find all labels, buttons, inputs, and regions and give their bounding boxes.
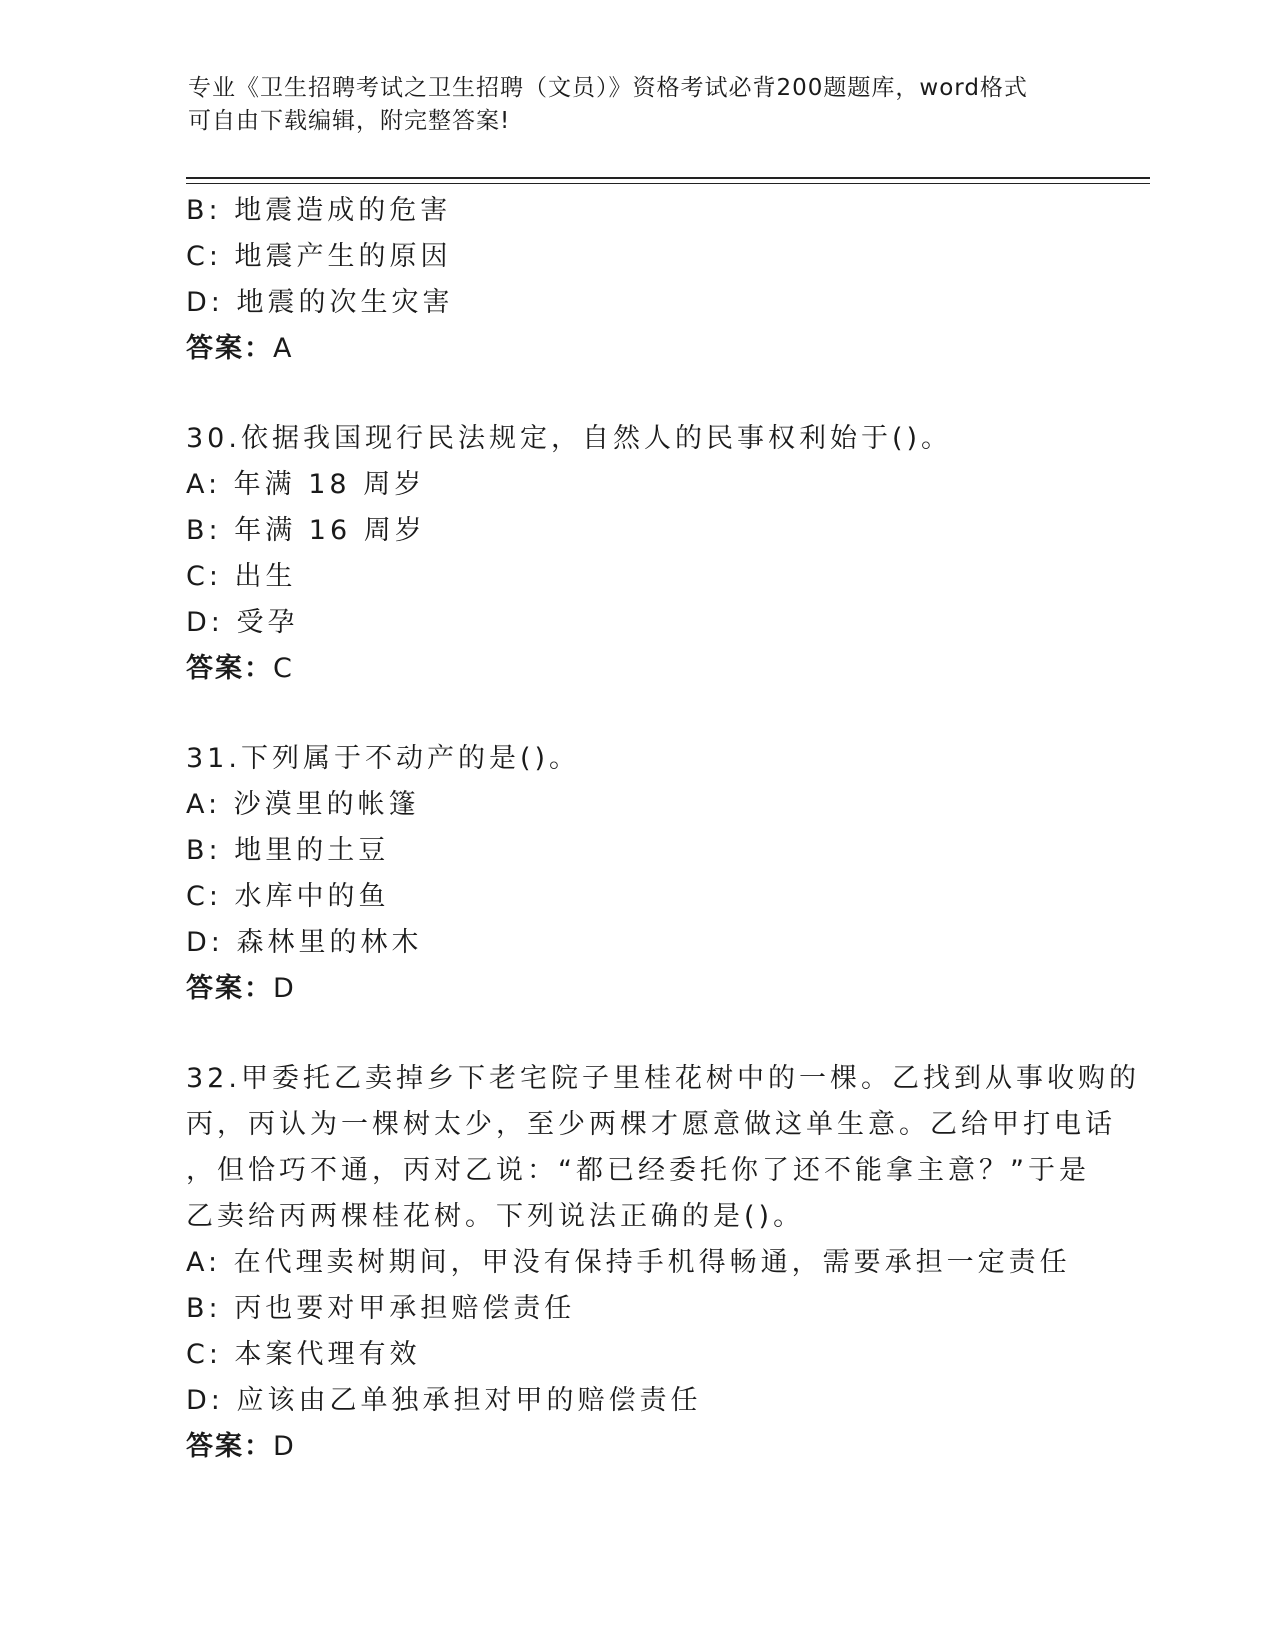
option-b: B: 地里的土豆 [186, 835, 390, 866]
answer-value: D [273, 973, 295, 1004]
answer-line [186, 326, 1086, 372]
answer-label: 答案： [186, 973, 273, 1004]
header-title-line-1: 专业《卫生招聘考试之卫生招聘（文员）》资格考试必背200题题库，word格式 [188, 75, 1028, 101]
question-stem: 30.依据我国现行民法规定，自然人的民事权利始于()。 [186, 423, 953, 454]
question-29-continued [186, 188, 1086, 372]
answer-value: D [273, 1431, 295, 1462]
question-stem: 31.下列属于不动产的是()。 [186, 743, 581, 774]
option-d: D: 森林里的林木 [186, 927, 423, 958]
answer-value: C [273, 653, 293, 684]
question-stem-line-4: 乙卖给丙两棵桂花树。下列说法正确的是()。 [186, 1201, 805, 1232]
question-31 [186, 736, 1086, 1012]
question-stem-line-3: ，但恰巧不通，丙对乙说：“都已经委托你了还不能拿主意？”于是 [186, 1155, 1090, 1186]
header-divider-thin [186, 183, 1150, 184]
answer-label: 答案： [186, 653, 273, 684]
answer-line [186, 646, 1086, 692]
document-body [186, 188, 1140, 1470]
option-a: A: 年满 18 周岁 [186, 469, 426, 500]
question-stem-line-1: 32.甲委托乙卖掉乡下老宅院子里桂花树中的一棵。乙找到从事收购的 [186, 1063, 1140, 1094]
option-b: B: 年满 16 周岁 [186, 515, 426, 546]
option-a: A: 在代理卖树期间，甲没有保持手机得畅通，需要承担一定责任 [186, 1247, 1071, 1278]
option-b: B: 丙也要对甲承担赔偿责任 [186, 1293, 576, 1324]
question-30 [186, 416, 1086, 692]
answer-label: 答案： [186, 333, 273, 364]
answer-line [186, 1424, 1086, 1470]
answer-line [186, 966, 1086, 1012]
question-stem-line-2: 丙，丙认为一棵树太少，至少两棵才愿意做这单生意。乙给甲打电话 [186, 1109, 1116, 1140]
option-c: C: 本案代理有效 [186, 1339, 421, 1370]
option-c: C: 出生 [186, 561, 297, 592]
option-c: C: 地震产生的原因 [186, 241, 452, 272]
answer-label: 答案： [186, 1431, 273, 1462]
option-c: C: 水库中的鱼 [186, 881, 390, 912]
header-divider-thick [186, 177, 1150, 179]
question-32 [186, 1056, 1140, 1470]
option-a: A: 沙漠里的帐篷 [186, 789, 420, 820]
header-title-line-2: 可自由下载编辑，附完整答案! [188, 108, 511, 134]
option-b: B: 地震造成的危害 [186, 195, 452, 226]
document-header [188, 72, 1088, 138]
option-d: D: 应该由乙单独承担对甲的赔偿责任 [186, 1385, 702, 1416]
option-d: D: 地震的次生灾害 [186, 287, 454, 318]
answer-value: A [273, 333, 293, 364]
option-d: D: 受孕 [186, 607, 299, 638]
